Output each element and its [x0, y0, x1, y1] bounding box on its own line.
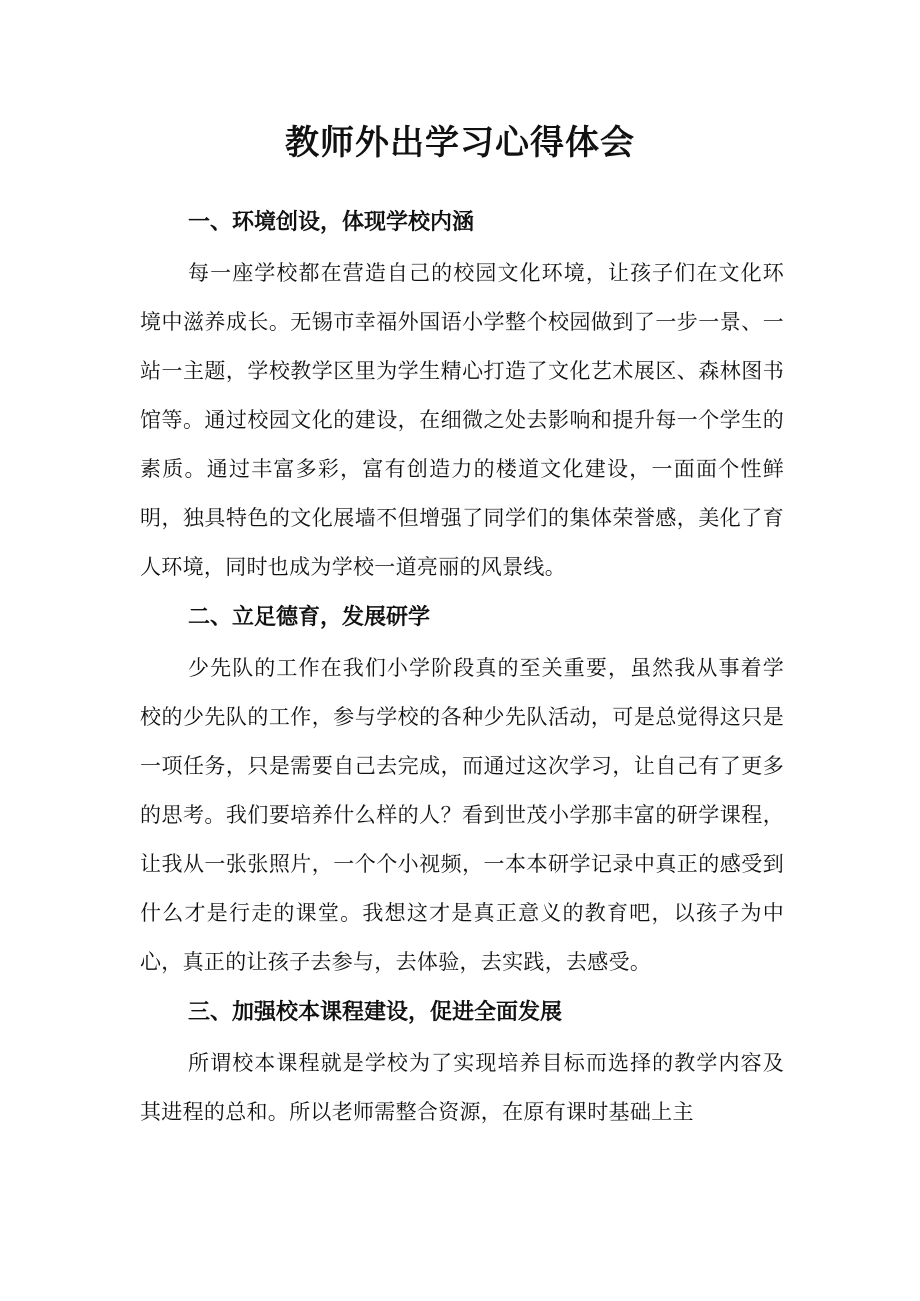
section-paragraph: 少先队的工作在我们小学阶段真的至关重要，虽然我从事着学校的少先队的工作，参与学校的各种少先队活动，可是总觉得这只是一项任务，只是需要自己去完成，而通过这次学习，让自己有了更多的思考。我们要培养什么样的人？看到世茂小学那丰富的研学课程，让我从一张张照片，一个个小视频，一本本研学记录中真正的感受到什么才是行走的课堂。我想这才是真正意义的教育吧，以孩子为中心，真正的让孩子去参与，去体验，去实践，去感受。 [140, 656, 784, 974]
section-school-curriculum [140, 987, 784, 1137]
section-heading: 二、立足德育，发展研学 [188, 605, 431, 630]
section-paragraph: 每一座学校都在营造自己的校园文化环境，让孩子们在文化环境中滋养成长。无锡市幸福外国语小学整个校园做到了一步一景、一站一主题，学校教学区里为学生精心打造了文化艺术展区、森林图书馆等。通过校园文化的建设，在细微之处去影响和提升每一个学生的素质。通过丰富多彩，富有创造力的楼道文化建设，一面面个性鲜明，独具特色的文化展墙不但增强了同学们的集体荣誉感，美化了育人环境，同时也成为学校一道亮丽的风景线。 [140, 261, 784, 579]
section-heading: 一、环境创设，体现学校内涵 [188, 210, 475, 235]
section-environment [140, 197, 784, 592]
section-moral-education [140, 592, 784, 987]
section-paragraph: 所谓校本课程就是学校为了实现培养目标而选择的教学内容及其进程的总和。所以老师需整合资源，在原有课时基础上主 [140, 1051, 784, 1124]
document-title: 教师外出学习心得体会 [285, 123, 635, 163]
document-body [140, 197, 784, 1137]
section-heading: 三、加强校本课程建设，促进全面发展 [188, 1000, 563, 1025]
